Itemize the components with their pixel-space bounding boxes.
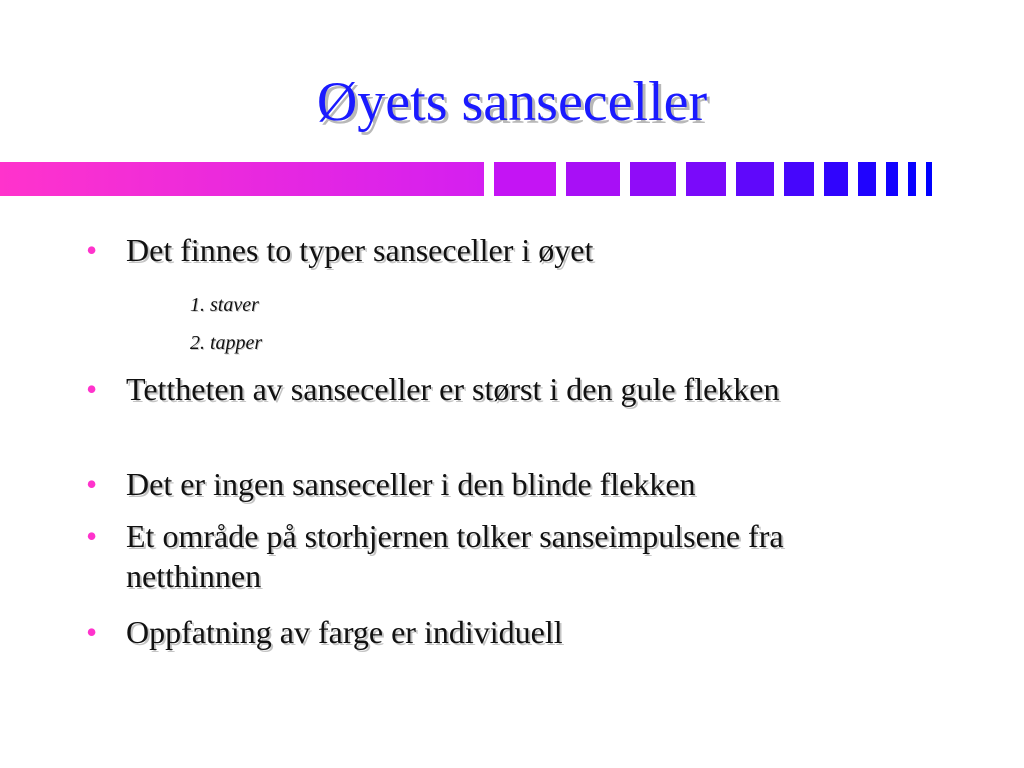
bullet-item (86, 464, 926, 504)
bullet-item (86, 369, 926, 409)
bullet-icon: • (86, 232, 98, 268)
bullet-icon: • (86, 518, 98, 554)
bullet-text: Tettheten av sanseceller er størst i den gule flekken (126, 371, 780, 407)
bullet-text: Det finnes to typer sanseceller i øyet (126, 232, 594, 268)
sub-list-item: 2. tapper (190, 332, 263, 354)
slide-title: Øyets sanseceller (316, 71, 708, 133)
bullet-icon: • (86, 614, 98, 650)
bullet-item (86, 230, 926, 270)
bullet-text: Et område på storhjernen tolker sanseimpulsene fra netthinnen (126, 518, 784, 594)
bullet-text: Oppfatning av farge er individuell (126, 614, 563, 650)
bullet-text: Det er ingen sanseceller i den blinde flekken (126, 466, 696, 502)
bullet-icon: • (86, 371, 98, 407)
bullet-item (86, 612, 926, 652)
bullet-icon: • (86, 466, 98, 502)
bullet-item (86, 516, 926, 596)
sub-list-item: 1. staver (190, 294, 259, 316)
